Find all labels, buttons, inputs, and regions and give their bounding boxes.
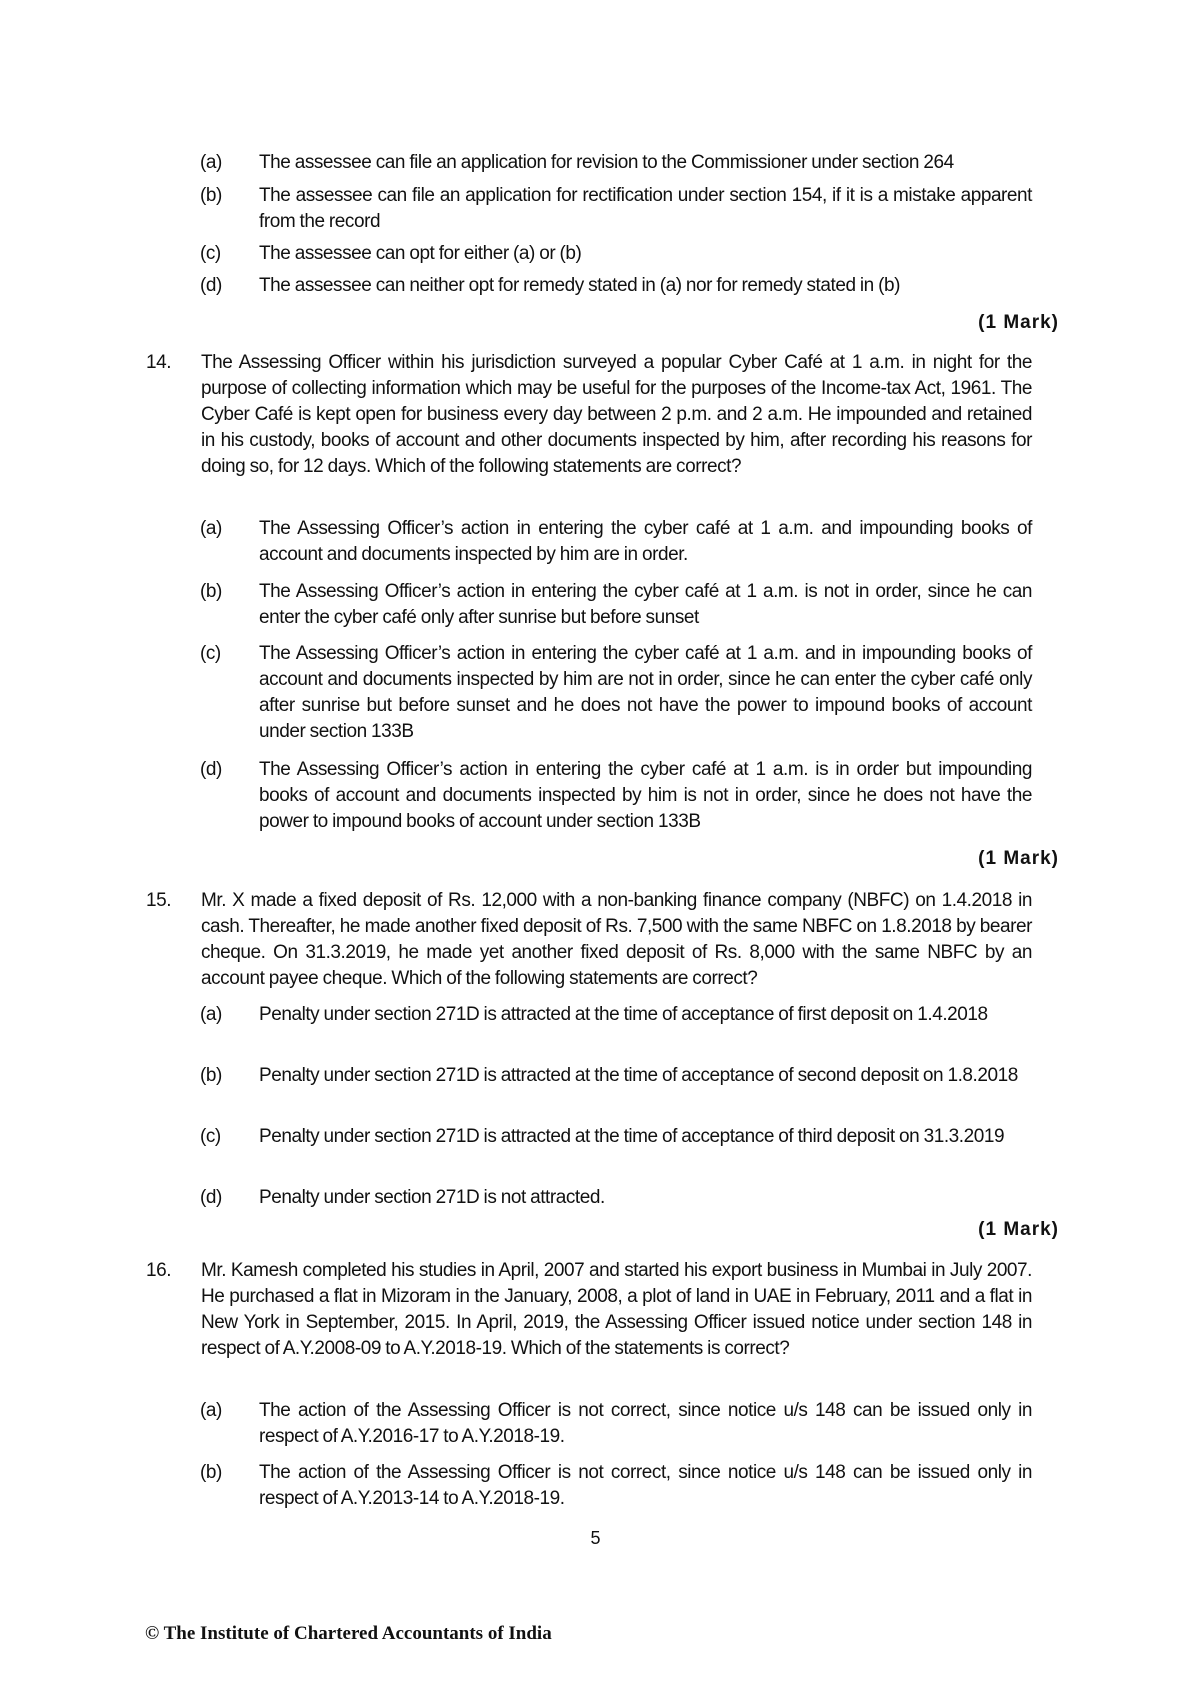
q14-option-c (200, 641, 1032, 745)
option-text: The action of the Assessing Officer is not correct, since notice u/s 148 can be issued only in respect of A.Y.2013-14 to A.Y.2018-19. (259, 1462, 1032, 1509)
q13-option-b (200, 183, 1032, 235)
option-label: (c) (200, 243, 221, 264)
question-16 (146, 1258, 1032, 1362)
option-label: (b) (200, 581, 222, 602)
option-label: (a) (200, 1004, 222, 1025)
q13-option-d (200, 273, 1032, 299)
option-label: (d) (200, 275, 222, 296)
option-label: (b) (200, 1462, 222, 1483)
option-text: Penalty under section 271D is attracted at the time of acceptance of first deposit on 1.4.2018 (259, 1004, 988, 1025)
question-text: The Assessing Officer within his jurisdiction surveyed a popular Cyber Café at 1 a.m. in night for the purpose of collecting information which may be useful for the purposes of the Income-tax Act, 1961. The Cyber Café is kept open for business every day between 2 p.m. and 2 a.m. He impounded and retained in his custody, books of account and other documents inspected by him, after recording his reasons for doing so, for 12 days. Which of the following statements are correct? (201, 352, 1032, 477)
option-text: The Assessing Officer’s action in entering the cyber café at 1 a.m. is in order but impounding books of account and documents inspected by him is not in order, since he does not have the power to impound books of account under section 133B (259, 759, 1032, 832)
question-14 (146, 350, 1032, 480)
q14-mark: (1 Mark) (978, 848, 1059, 869)
option-text: The assessee can opt for either (a) or (b) (259, 243, 582, 264)
q15-option-a (200, 1002, 1032, 1028)
question-text: Mr. X made a fixed deposit of Rs. 12,000 with a non-banking finance company (NBFC) on 1.4.2018 in cash. Thereafter, he made another fixed deposit of Rs. 7,500 with the same NBFC on 1.8.2018 by bearer cheque. On 31.3.2019, he made yet another fixed deposit of Rs. 8,000 with the same NBFC by an account payee cheque. Which of the following statements are correct? (201, 890, 1032, 989)
option-text: Penalty under section 271D is attracted at the time of acceptance of second deposit on 1.8.2018 (259, 1065, 1018, 1086)
q13-option-c (200, 241, 1032, 267)
question-text: Mr. Kamesh completed his studies in April, 2007 and started his export business in Mumbai in July 2007. He purchased a flat in Mizoram in the January, 2008, a plot of land in UAE in February, 2011 and a flat in New York in September, 2015. In April, 2019, the Assessing Officer issued notice under section 148 in respect of A.Y.2008-09 to A.Y.2018-19. Which of the statements is correct? (201, 1260, 1032, 1359)
option-text: The Assessing Officer’s action in entering the cyber café at 1 a.m. and in impounding books of account and documents inspected by him are not in order, since he can enter the cyber café only after sunrise but before sunset and he does not have the power to impound books of account under section 133B (259, 643, 1032, 742)
q16-option-b (200, 1460, 1032, 1512)
option-text: The Assessing Officer’s action in entering the cyber café at 1 a.m. is not in order, since he can enter the cyber café only after sunrise but before sunset (259, 581, 1032, 628)
option-label: (c) (200, 643, 221, 664)
q13-option-a (200, 150, 1032, 176)
q15-option-d (200, 1185, 1032, 1211)
option-label: (a) (200, 152, 222, 173)
option-text: The assessee can neither opt for remedy stated in (a) nor for remedy stated in (b) (259, 275, 900, 296)
q15-option-b (200, 1063, 1032, 1089)
question-number: 14. (146, 352, 172, 373)
q14-option-d (200, 757, 1032, 835)
option-text: The assessee can file an application for rectification under section 154, if it is a mistake apparent from the record (259, 185, 1032, 232)
footer-copyright: © The Institute of Chartered Accountants of India (145, 1623, 552, 1644)
q15-mark: (1 Mark) (978, 1219, 1059, 1240)
option-label: (b) (200, 185, 222, 206)
question-15 (146, 888, 1032, 992)
option-text: The Assessing Officer’s action in entering the cyber café at 1 a.m. and impounding books of account and documents inspected by him are in order. (259, 518, 1032, 565)
q13-mark: (1 Mark) (978, 312, 1059, 333)
option-label: (a) (200, 518, 222, 539)
option-label: (c) (200, 1126, 221, 1147)
option-text: Penalty under section 271D is not attracted. (259, 1187, 605, 1208)
q15-option-c (200, 1124, 1032, 1150)
q14-option-a (200, 516, 1032, 568)
option-text: The action of the Assessing Officer is not correct, since notice u/s 148 can be issued only in respect of A.Y.2016-17 to A.Y.2018-19. (259, 1400, 1032, 1447)
q14-option-b (200, 579, 1032, 631)
option-text: The assessee can file an application for revision to the Commissioner under section 264 (259, 152, 954, 173)
option-text: Penalty under section 271D is attracted at the time of acceptance of third deposit on 31.3.2019 (259, 1126, 1005, 1147)
page-number: 5 (590, 1528, 601, 1548)
q16-option-a (200, 1398, 1032, 1450)
option-label: (d) (200, 1187, 222, 1208)
option-label: (a) (200, 1400, 222, 1421)
option-label: (d) (200, 759, 222, 780)
question-number: 16. (146, 1260, 172, 1281)
question-number: 15. (146, 890, 172, 911)
option-label: (b) (200, 1065, 222, 1086)
